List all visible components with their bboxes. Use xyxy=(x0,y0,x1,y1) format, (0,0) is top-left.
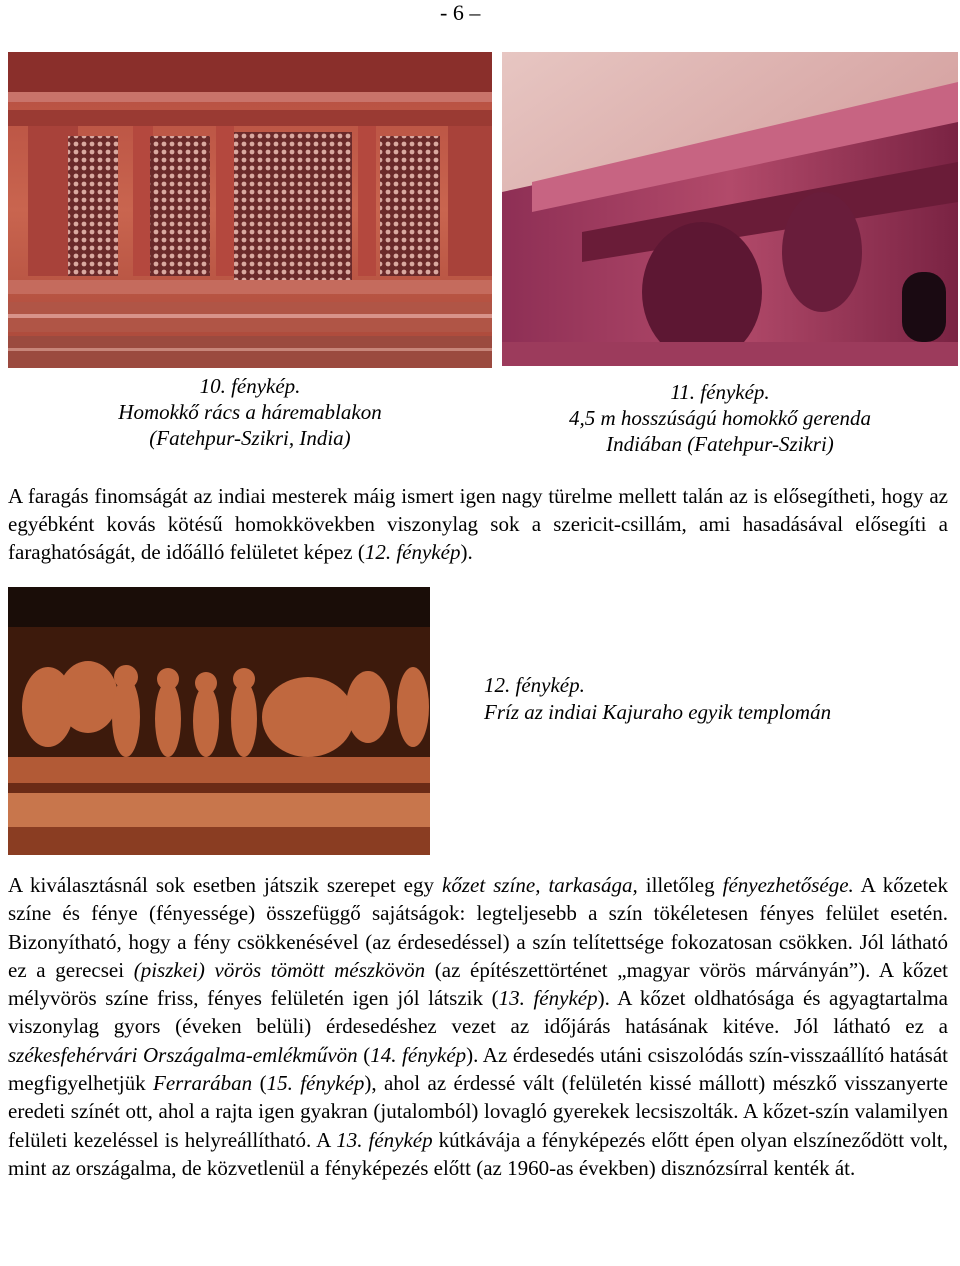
paragraph-text: ). xyxy=(460,540,473,564)
emphasis-text: fényezhetősége. xyxy=(722,873,854,897)
photo-sandstone-beam xyxy=(502,52,958,366)
photo-reference: 13. fénykép xyxy=(336,1127,433,1152)
photo-lattice-window xyxy=(8,52,492,368)
paragraph-text: ( xyxy=(357,1042,371,1067)
photo-frieze-image xyxy=(8,587,430,855)
caption-photo-12 xyxy=(484,672,944,726)
caption-number: 11. fénykép. xyxy=(670,380,770,404)
caption-text: Indiában (Fatehpur-Szikri) xyxy=(606,432,834,456)
caption-text: Fríz az indiai Kajuraho egyik templomán xyxy=(484,700,832,724)
emphasis-text: (piszkei) vörös tömött mészkövön xyxy=(133,957,426,982)
paragraph-2 xyxy=(8,871,948,1182)
emphasis-text: kőzet színe, tarkasága, xyxy=(442,873,638,897)
caption-number: 12. fénykép. xyxy=(484,673,585,697)
paragraph-text: ). Az érdesedés utáni csiszolódás szín-visszaállító hatását megfigyelhetjük xyxy=(8,1042,948,1096)
paragraph-text: (az építészettörténet „magyar vörös márványán”). A kőzet mélyvörös színe friss, fényes felületén igen jól látszik ( xyxy=(8,957,949,1011)
paragraph-text: A kiválasztásnál sok esetben játszik szerepet egy xyxy=(8,873,443,897)
photo-sandstone-beam-image xyxy=(502,52,958,366)
caption-text: 4,5 m hosszúságú homokkő gerenda xyxy=(569,406,871,430)
paragraph-text: A faragás finomságát az indiai mesterek máig ismert igen nagy türelme mellett talán az is elősegítheti, hogy az egyébként kovás kötésű homokkövekben viszonylag sok a szericit-csillám, ami hasadásával elősegíti a faraghatóságát, de időálló felületet képez ( xyxy=(8,484,948,564)
paragraph-text: A kőzetek színe és fénye (fényessége) összefüggő sajátságok: legteljesebb a szín tökéletesen fényes felület esetén. Bizonyítható, hogy a fény csökkenésével (az érdesedéssel) a szín telítettsége fokozatosan csökken. Jól látható ez a gerecsei xyxy=(8,873,949,982)
paragraph-text: ( xyxy=(252,1071,267,1096)
photo-reference: 13. fénykép xyxy=(498,986,598,1011)
emphasis-text: székesfehérvári Országalma-emlékművön xyxy=(8,1042,358,1067)
caption-text: (Fatehpur-Szikri, India) xyxy=(149,426,351,450)
photo-reference: 15. fénykép xyxy=(266,1071,365,1096)
photo-reference: 14. fénykép xyxy=(370,1042,467,1067)
caption-text: Homokkő rács a háremablakon xyxy=(118,400,382,424)
paragraph-text: ), ahol az érdessé vált (felületén kissé mállott) mészkő visszanyerte eredeti színét ott, ahol a rajta igen gyakran (jutalomból) lovagló gyerekek lecsiszolták. A kőzet-szín valamilyen felületi kezeléssel is helyreállítható. A xyxy=(8,1071,948,1152)
caption-photo-10 xyxy=(60,373,440,451)
caption-number: 10. fénykép. xyxy=(199,374,301,398)
paragraph-text: illetőleg xyxy=(637,873,723,897)
paragraph-1 xyxy=(8,482,948,566)
emphasis-text: Ferrarában xyxy=(153,1071,253,1096)
photo-lattice-window-image xyxy=(8,52,492,368)
paragraph-text: kútkávája a fényképezés előtt épen olyan elszíneződött volt, mint az országalma, de közvetlenül a fényképezés előtt (az 1960-as években) disznózsírral kenték át. xyxy=(8,1127,948,1180)
page-number: - 6 – xyxy=(440,0,481,25)
paragraph-text: ). A kőzet oldhatósága és agyagtartalma viszonylag gyors (éveken belüli) érdesedéshez vezet az időjárás hatásának kitéve. Jól látható ez a xyxy=(8,986,948,1039)
photo-frieze xyxy=(8,587,430,855)
caption-photo-11 xyxy=(520,379,920,457)
photo-reference: 12. fénykép xyxy=(364,540,461,564)
